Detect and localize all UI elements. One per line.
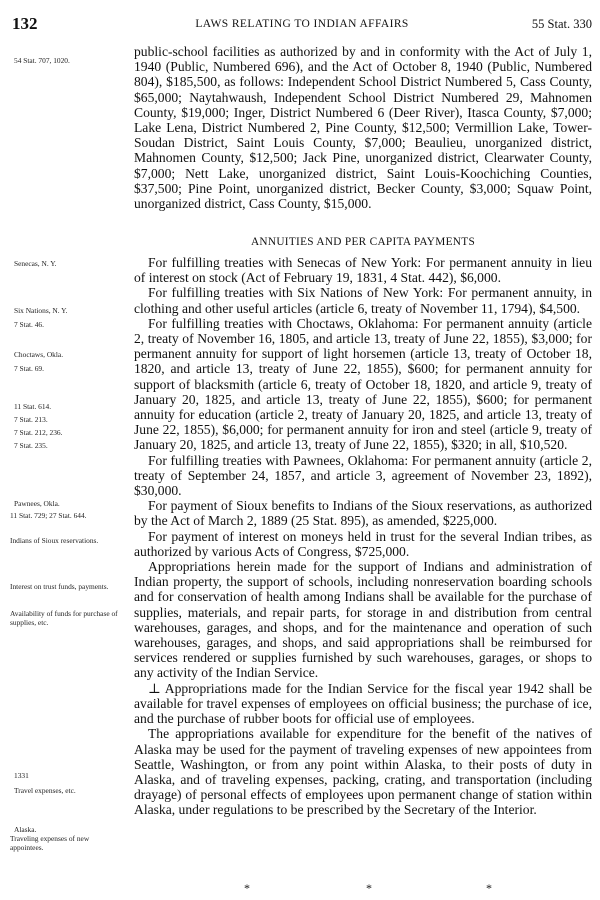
star-mark: *	[486, 881, 492, 895]
body-intro	[134, 44, 592, 211]
star-mark: *	[244, 881, 250, 895]
paragraph: Appropriations herein made for the support of Indians and administration of Indian property, the support of schools, including nonreservation boarding schools and for conservation of health among Indians shall be available for the purchase of supplies, materials, and repair parts, for storage in and distribution from central warehouses, garages, and shops, and for the maintenance and operation of such warehouses, garages, and shops, and said appropriations shall be reimbursed for services rendered or supplies furnished by such warehouses, garages, or shops to any activity of the Indian Service.	[134, 559, 592, 681]
margin-note: Availability of funds for purchase of supplies, etc.	[10, 609, 118, 627]
margin-note: 7 Stat. 46.	[14, 320, 44, 329]
star-mark: *	[366, 881, 372, 895]
paragraph: public-school facilities as authorized by and in conformity with the Act of July 1, 1940 (Public, Numbered 696), and the Act of October 8, 1940 (Public, Numbered 804), $185,500, as follows: Independent School District Numbered 5, Cass County, $65,000; Naytahwaush, Independent School District Numbered 29, Mahnomen County, $19,000; Inger, District Numbered 6 (Deer River), Itasca County, $7,000; Lake Lena, District Numbered 2, Pine County, $12,500; Vermillion Lake, Tower-Soudan District, Saint Louis County, $7,000; Beaulieu, unorganized district, Mahnomen County, $12,500; Jack Pine, unorganized district, Clearwater County, $7,000; Nett Lake, unorganized district, Saint Louis-Koochiching Counties, $37,500; Pine Point, unorganized district, Becker County, $3,000; Squaw Point, unorganized district, Cass County, $15,000.	[134, 44, 592, 212]
paragraph: For fulfilling treaties with Choctaws, Oklahoma: For permanent annuity (article 2, treaty of November 16, 1805, and article 13, treaty of June 22, 1855), $3,000; for permanent annuity for support of light horsemen (article 13, treaty of October 18, 1820, and article 13, treaty of June 22, 1855), $600; for permanent annuity for support of blacksmith (article 6, treaty of October 18, 1820, and article 9, treaty of January 20, 1825, and article 13, treaty of June 22, 1855), $600; for permanent annuity for education (article 2, treaty of January 20, 1825, and article 13, treaty of June 22, 1855), $6,000; for permanent annuity for iron and steel (article 9, treaty of January 20, 1825, and article 13, treaty of June 22, 1855), $320; in all, $10,520.	[134, 315, 592, 453]
margin-note: 11 Stat. 614.	[14, 402, 52, 411]
margin-note: Six Nations, N. Y.	[14, 306, 68, 315]
paragraph: For payment of Sioux benefits to Indians of the Sioux reservations, as authorized by the Act of March 2, 1889 (25 Stat. 895), as amended, $225,000.	[134, 498, 592, 529]
margin-note: Choctaws, Okla.	[14, 350, 64, 359]
running-title: LAWS RELATING TO INDIAN AFFAIRS	[195, 18, 409, 30]
margin-note: Travel expenses, etc.	[14, 786, 76, 795]
paragraph: For fulfilling treaties with Senecas of New York: For permanent annuity in lieu of interest on stock (Act of February 19, 1831, 4 Stat. 442), $6,000.	[134, 255, 592, 286]
page-header	[12, 14, 592, 34]
margin-note: Alaska.	[14, 825, 37, 834]
margin-note: 7 Stat. 212, 236.	[14, 428, 63, 437]
margin-note: 11 Stat. 729; 27 Stat. 644.	[10, 511, 87, 520]
margin-note: 54 Stat. 707, 1020.	[14, 56, 70, 65]
body-main	[134, 255, 592, 818]
margin-note: 7 Stat. 235.	[14, 441, 48, 450]
margin-note: Interest on trust funds, payments.	[10, 582, 109, 591]
paragraph: For payment of interest on moneys held in trust for the several Indian tribes, as authorized by various Acts of Congress, $725,000.	[134, 528, 592, 559]
margin-note: 7 Stat. 213.	[14, 415, 48, 424]
page-number: 132	[12, 14, 38, 33]
margin-note: Indians of Sioux reservations.	[10, 536, 99, 545]
margin-note: Traveling expenses of new appointees.	[10, 834, 90, 852]
margin-note: 1331	[14, 771, 29, 780]
margin-note: 7 Stat. 69.	[14, 364, 44, 373]
paragraph: The appropriations available for expenditure for the benefit of the natives of Alaska may be used for the payment of traveling expenses of new appointees from Seattle, Washington, or from any point within Alaska, to their posts of duty in Alaska, and of traveling expenses, packing, crating, and transportation (including drayage) of personal effects of employees upon permanent change of station within Alaska, under regulations to be prescribed by the Secretary of the Interior.	[134, 726, 592, 818]
paragraph: For fulfilling treaties with Pawnees, Oklahoma: For permanent annuity (article 2, treaty of September 24, 1857, and article 3, agreement of November 23, 1892), $30,000.	[134, 452, 592, 499]
statute-reference: 55 Stat. 330	[531, 17, 592, 31]
paragraph: For fulfilling treaties with Six Nations of New York: For permanent annuity, in clothing and other useful articles (article 6, treaty of November 11, 1794), $4,500.	[134, 285, 592, 316]
margin-note: Pawnees, Okla.	[14, 499, 60, 508]
section-heading: ANNUITIES AND PER CAPITA PAYMENTS	[250, 236, 476, 248]
margin-note: Senecas, N. Y.	[14, 259, 57, 268]
paragraph: ⊥ Appropriations made for the Indian Service for the fiscal year 1942 shall be available for travel expenses of employees on official business; the purchase of ice, and the purchase of rubber boots for official use of employees.	[134, 680, 592, 727]
